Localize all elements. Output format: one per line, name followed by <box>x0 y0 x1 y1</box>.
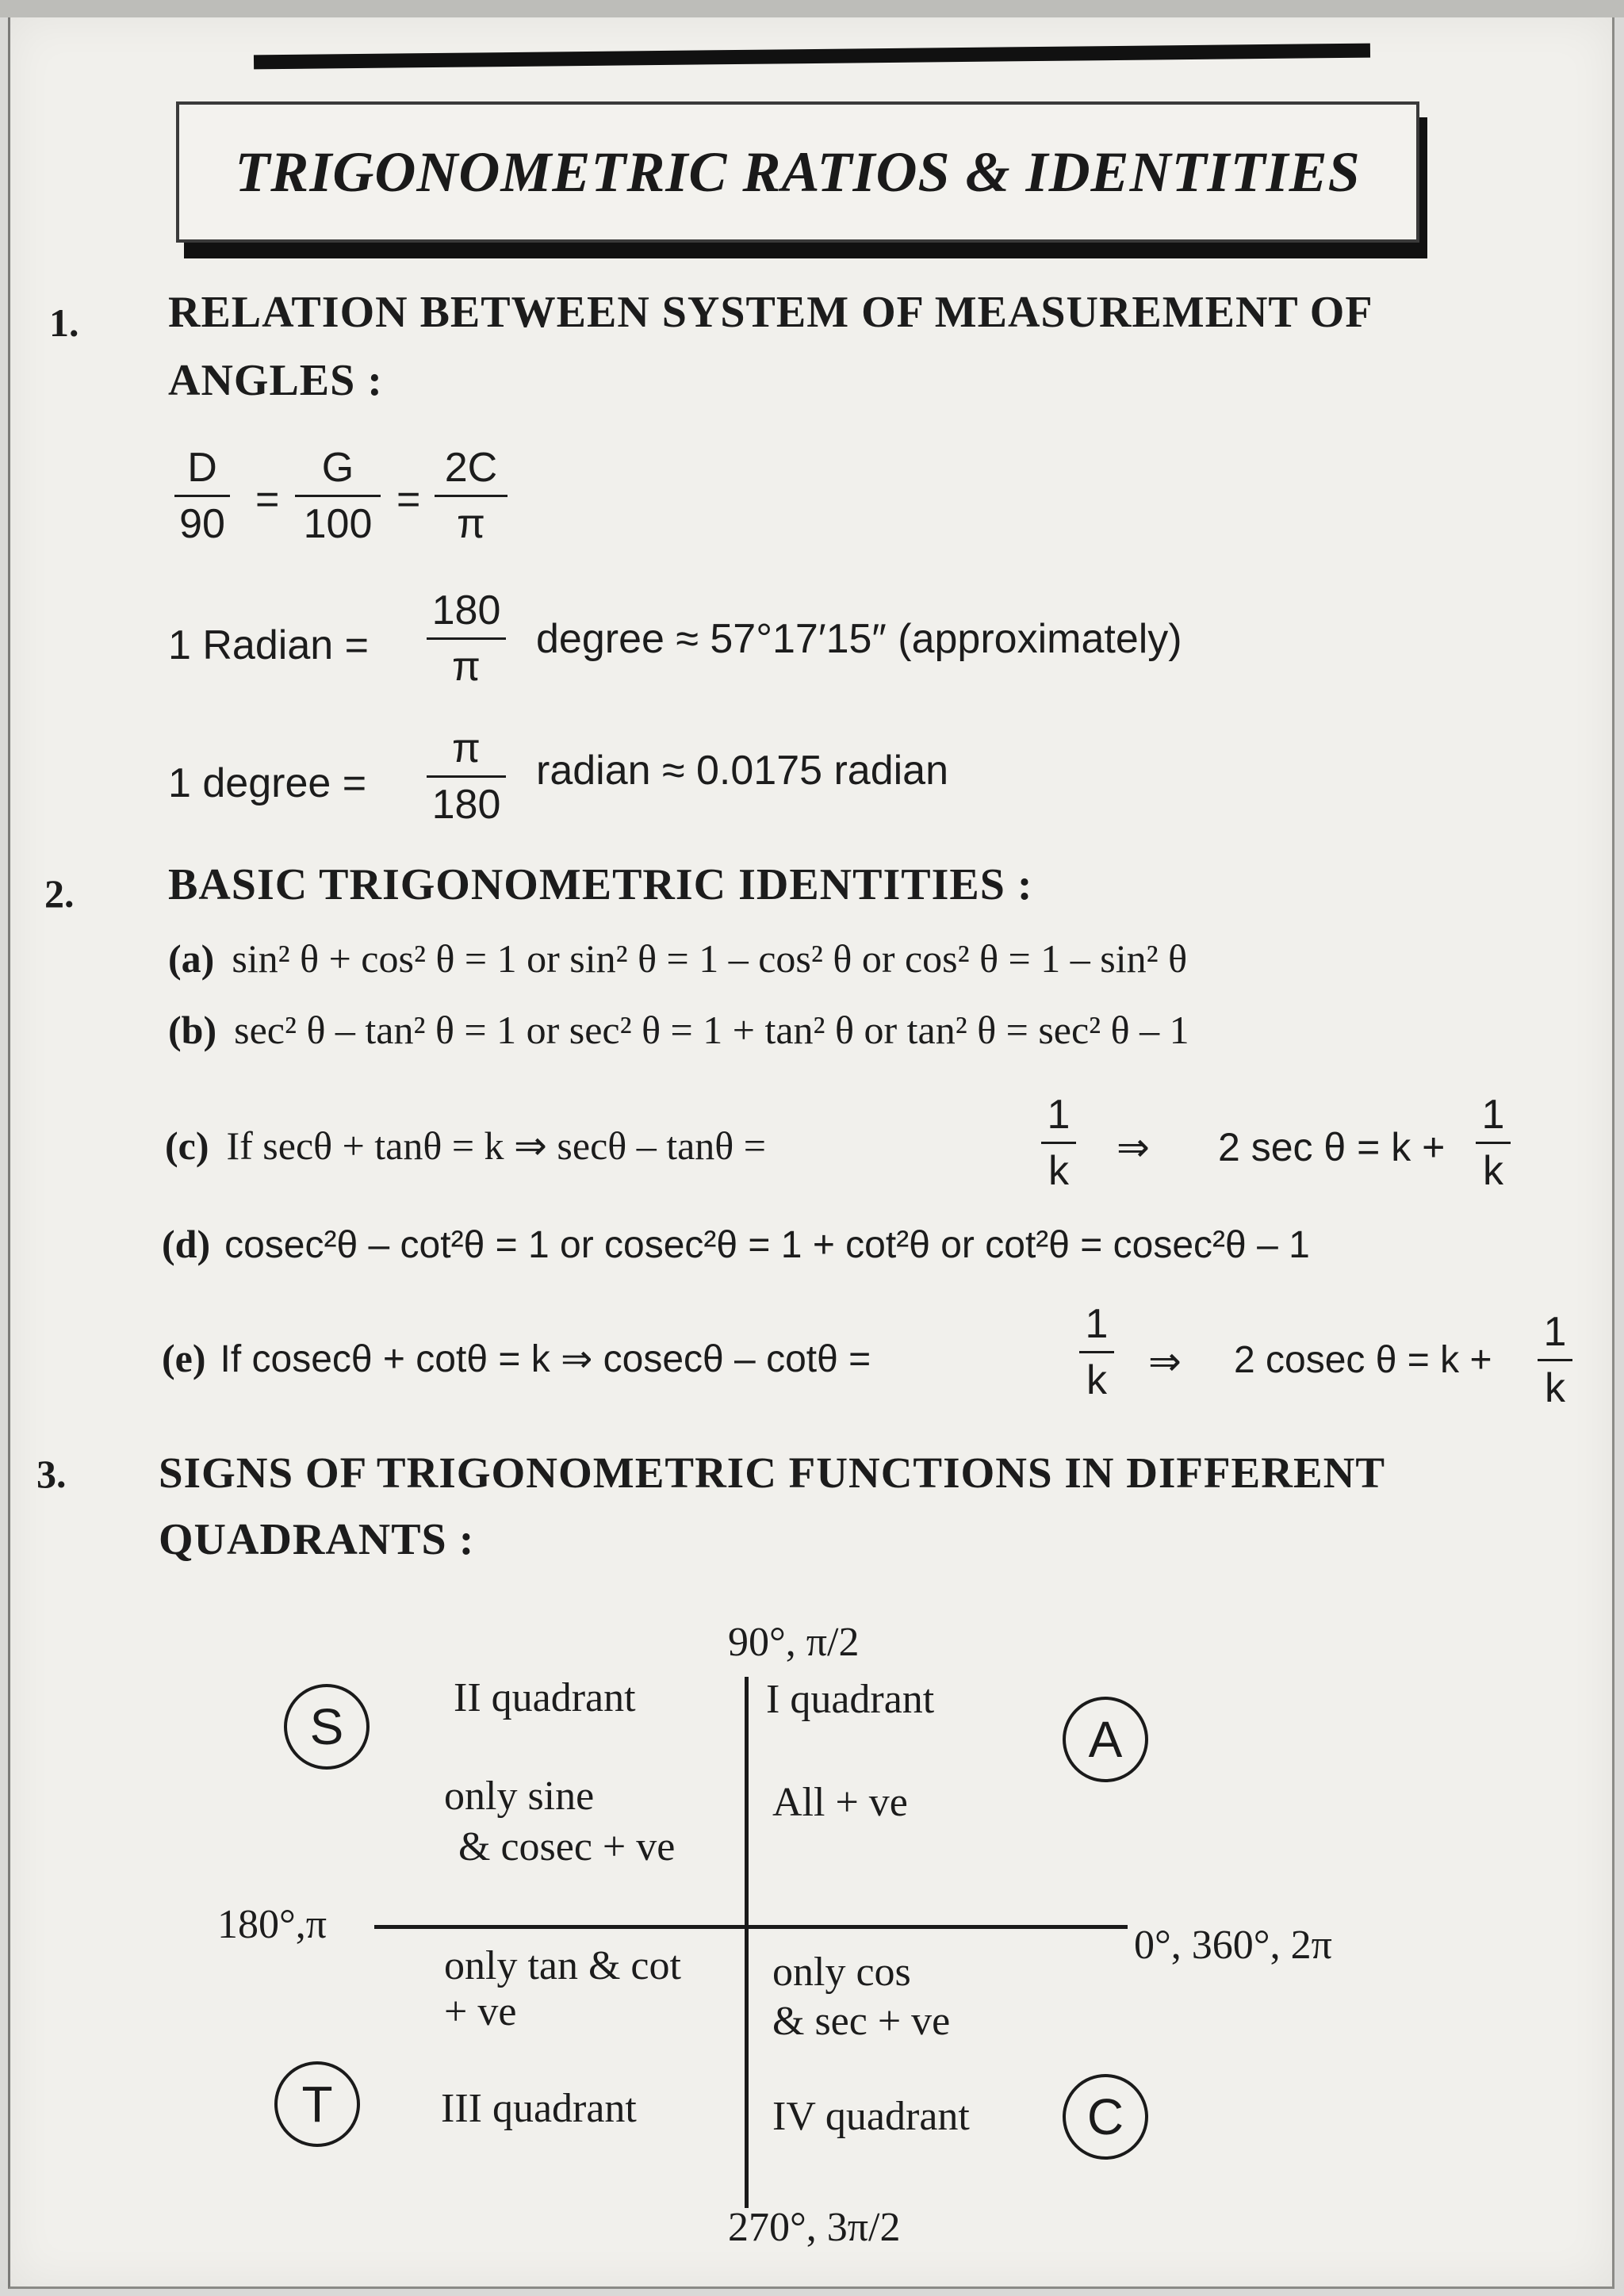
fraction-1-k <box>1039 1091 1078 1195</box>
quadrant-1-name: I quadrant <box>766 1677 935 1722</box>
title-box <box>176 101 1419 243</box>
denominator: π <box>457 501 485 547</box>
axis-label-0: 0°, 360°, 2π <box>1134 1923 1332 1968</box>
quadrant-2-letter-s: S <box>284 1684 370 1770</box>
radian-lhs: 1 Radian = <box>168 622 369 668</box>
item-label: (e) <box>162 1336 206 1380</box>
fraction-180-pi <box>427 587 506 691</box>
denominator: 180 <box>431 782 501 828</box>
denominator: k <box>1545 1365 1565 1411</box>
quadrant-4-sign-cont: & sec + ve <box>772 1999 951 2044</box>
quadrant-3-sign: only tan & cot <box>444 1943 681 1988</box>
identity-text: cosec²θ – cot²θ = 1 or cosec²θ = 1 + cot²θ or cot²θ = cosec²θ – 1 <box>224 1224 1310 1266</box>
item-label: (d) <box>162 1222 211 1266</box>
identity-rhs: 2 cosec θ = k + <box>1234 1339 1492 1381</box>
degree-rhs: radian ≈ 0.0175 radian <box>536 748 949 794</box>
identity-a <box>168 936 1187 982</box>
fraction-d-90 <box>174 444 230 548</box>
fraction-1-k <box>1077 1300 1116 1404</box>
numerator: 1 <box>1085 1301 1109 1347</box>
section-2-heading: BASIC TRIGONOMETRIC IDENTITIES : <box>168 860 1033 909</box>
quadrant-2-name: II quadrant <box>454 1675 636 1720</box>
section-3-heading-cont: QUADRANTS : <box>159 1515 475 1564</box>
quadrant-1-letter-a: A <box>1063 1697 1148 1782</box>
equals-sign: = <box>255 476 280 522</box>
page-top-edge <box>0 0 1624 17</box>
denominator: k <box>1048 1148 1069 1194</box>
numerator: 1 <box>1047 1092 1071 1138</box>
quadrant-3-letter-t: T <box>274 2061 360 2147</box>
radian-rhs: degree ≈ 57°17′15″ (approximately) <box>536 616 1182 662</box>
section-1-heading: RELATION BETWEEN SYSTEM OF MEASUREMENT OF <box>168 288 1373 337</box>
identity-text: sec² θ – tan² θ = 1 or sec² θ = 1 + tan² θ or tan² θ = sec² θ – 1 <box>234 1008 1189 1052</box>
quadrant-1-sign: All + ve <box>772 1780 908 1825</box>
page-title: TRIGONOMETRIC RATIOS & IDENTITIES <box>235 140 1361 204</box>
y-axis <box>745 1677 749 2208</box>
denominator: k <box>1483 1148 1503 1194</box>
axis-label-90: 90°, π/2 <box>728 1620 860 1665</box>
denominator: 100 <box>303 501 373 547</box>
item-label: (a) <box>168 936 215 981</box>
fraction-1-k <box>1473 1091 1513 1195</box>
item-label: (c) <box>165 1123 209 1168</box>
quadrant-4-sign: only cos <box>772 1950 911 1995</box>
identity-text: If cosecθ + cotθ = k ⇒ cosecθ – cotθ = <box>220 1338 871 1380</box>
fraction-2c-pi <box>435 444 508 548</box>
section-2-number: 2. <box>44 871 75 916</box>
implies-arrow: ⇒ <box>1148 1339 1182 1383</box>
numerator: π <box>452 725 481 771</box>
section-1-number: 1. <box>49 300 79 345</box>
item-label: (b) <box>168 1008 217 1052</box>
denominator: 90 <box>179 501 225 547</box>
implies-arrow: ⇒ <box>1116 1125 1150 1169</box>
quadrant-3-sign-cont: + ve <box>444 1989 517 2034</box>
x-axis <box>374 1925 1128 1929</box>
degree-lhs: 1 degree = <box>168 760 367 806</box>
section-1-heading-cont: ANGLES : <box>168 356 383 405</box>
denominator: k <box>1086 1357 1107 1403</box>
identity-b <box>168 1007 1189 1053</box>
quadrant-2-sign: only sine <box>444 1774 595 1819</box>
numerator: 2C <box>444 445 498 491</box>
numerator: D <box>187 445 217 491</box>
numerator: 1 <box>1481 1092 1505 1138</box>
denominator: π <box>452 644 481 690</box>
fraction-g-100 <box>295 444 381 548</box>
fraction-1-k <box>1535 1308 1575 1412</box>
identity-text: sin² θ + cos² θ = 1 or sin² θ = 1 – cos² θ or cos² θ = 1 – sin² θ <box>232 936 1188 981</box>
numerator: G <box>321 445 354 491</box>
numerator: 180 <box>431 587 501 633</box>
quadrant-4-letter-c: C <box>1063 2074 1148 2160</box>
equals-sign: = <box>396 476 421 522</box>
numerator: 1 <box>1543 1309 1567 1355</box>
quadrant-4-name: IV quadrant <box>772 2094 970 2139</box>
axis-label-180: 180°,π <box>217 1902 327 1947</box>
identity-d <box>162 1221 1310 1267</box>
quadrant-3-name: III quadrant <box>441 2086 637 2131</box>
section-3-heading: SIGNS OF TRIGONOMETRIC FUNCTIONS IN DIFFERENT <box>159 1448 1386 1497</box>
section-3-number: 3. <box>36 1452 67 1496</box>
quadrant-2-sign-cont: & cosec + ve <box>458 1824 676 1869</box>
fraction-pi-180 <box>427 725 506 828</box>
axis-label-270: 270°, 3π/2 <box>728 2205 901 2250</box>
identity-text: If secθ + tanθ = k ⇒ secθ – tanθ = <box>226 1123 766 1168</box>
identity-rhs: 2 sec θ = k + <box>1218 1125 1446 1169</box>
